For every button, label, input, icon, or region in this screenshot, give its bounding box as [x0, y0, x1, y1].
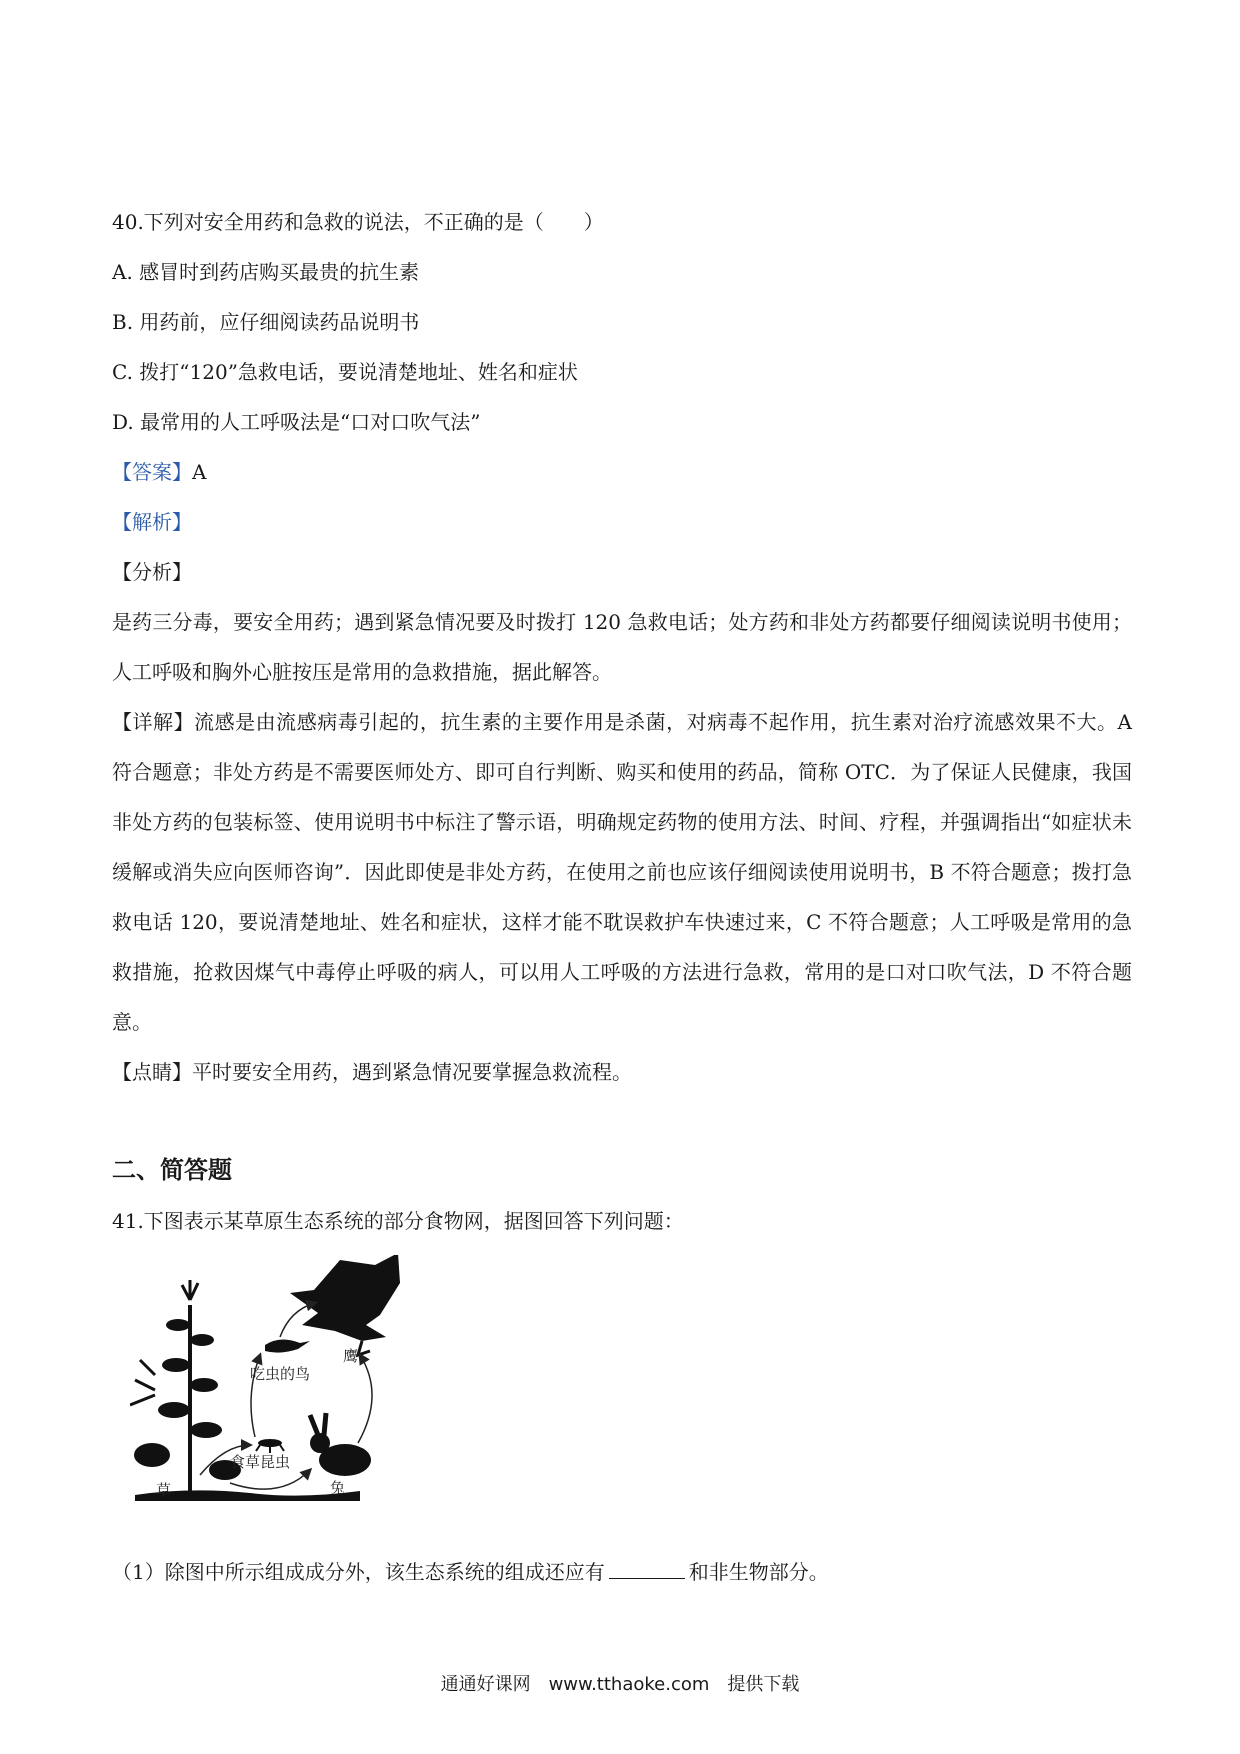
label-insect: 食草昆虫	[230, 1453, 291, 1471]
sub-question-1-before: （1）除图中所示组成成分外，该生态系统的组成还应有	[112, 1560, 605, 1584]
option-c: C. 拨打“120”急救电话，要说清楚地址、姓名和症状	[112, 360, 578, 384]
label-eagle: 鹰	[343, 1347, 359, 1365]
option-d: D. 最常用的人工呼吸法是“口对口吹气法”	[112, 410, 481, 434]
xiangjie-text: 流感是由流感病毒引起的，抗生素的主要作用是杀菌，对病毒不起作用，抗生素对治疗流感效果不大。A 符合题意；非处方药是不需要医师处方、即可自行判断、购买和使用的药品，简称 OTC．为了保证人民健康，我国非处方药的包装标签、使用说明书中标注了警示语，明确规定药物的使用方法、时间、疗程，并强调指出“如症状未缓解或消失应向医师咨询”．因此即使是非处方药，在使用之前也应该仔细阅读使用说明书，B 不符合题意；拨打急救电话 120，要说清楚地址、姓名和症状，这样才能不耽误救护车快速过来，C 不符合题意；人工呼吸是常用的急救措施，抢救因煤气中毒停止呼吸的病人，可以用人工呼吸的方法进行急救，常用的是口对口吹气法，D 不符合题意。	[112, 710, 1132, 1034]
sub-question-1-after: 和非生物部分。	[688, 1560, 829, 1584]
sub-question-1	[112, 1558, 829, 1586]
answer-value: A	[192, 460, 207, 484]
grass-plant-icon	[130, 1280, 241, 1495]
arrow-rabbit-to-eagle	[358, 1355, 372, 1443]
footer-text: 通通好课网 www.tthaoke.com 提供下载	[440, 1674, 800, 1695]
xiangjie-paragraph	[112, 697, 1132, 1047]
answer-blank	[609, 1558, 685, 1579]
bird-icon	[265, 1339, 310, 1352]
question-40-stem: 40.下列对安全用药和急救的说法，不正确的是（ ）	[112, 210, 604, 234]
section-title: 二、简答题	[112, 1156, 232, 1184]
arrow-grass-to-rabbit	[230, 1470, 310, 1489]
dianjing-paragraph	[112, 1047, 1132, 1097]
dianjing-tag: 【点睛】	[112, 1060, 192, 1084]
rabbit-icon	[310, 1413, 371, 1476]
fenxi-tag: 【分析】	[112, 560, 192, 584]
option-a: A. 感冒时到药店购买最贵的抗生素	[112, 260, 420, 284]
insect-icon	[256, 1439, 284, 1453]
jiexi-tag: 【解析】	[112, 510, 192, 534]
eagle-icon	[290, 1255, 400, 1355]
option-b: B. 用药前，应仔细阅读药品说明书	[112, 310, 420, 334]
label-bird: 吃虫的鸟	[250, 1365, 311, 1383]
label-grass: 草	[156, 1481, 172, 1499]
fenxi-text: 是药三分毒，要安全用药；遇到紧急情况要及时拨打 120 急救电话；处方药和非处方药都要仔细阅读说明书使用；人工呼吸和胸外心脏按压是常用的急救措施，据此解答。	[112, 610, 1132, 684]
answer-line	[112, 458, 206, 486]
question-41-stem: 41.下图表示某草原生态系统的部分食物网，据图回答下列问题：	[112, 1209, 684, 1233]
xiangjie-tag: 【详解】	[112, 710, 195, 734]
answer-tag: 【答案】	[112, 460, 192, 484]
food-web-figure	[130, 1255, 470, 1505]
label-rabbit: 兔	[330, 1479, 346, 1497]
dianjing-text: 平时要安全用药，遇到紧急情况要掌握急救流程。	[192, 1060, 632, 1084]
